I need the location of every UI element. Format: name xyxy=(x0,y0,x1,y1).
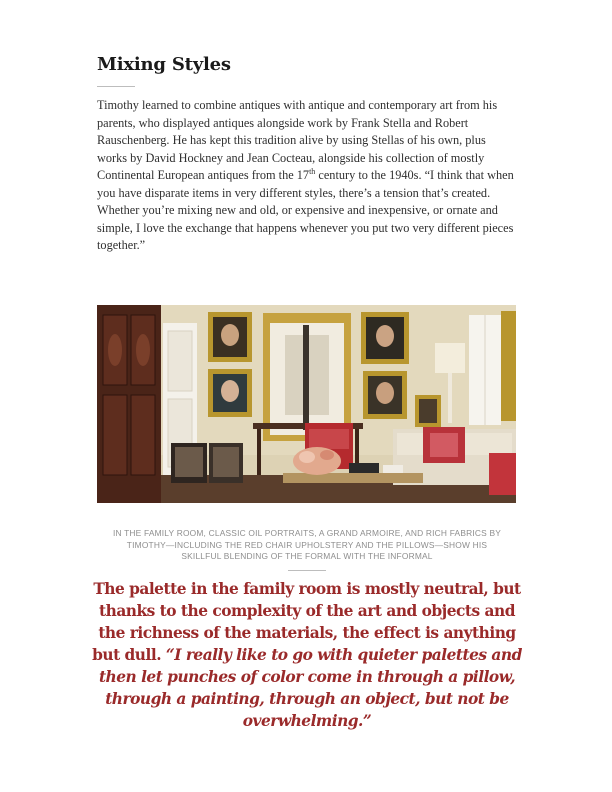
body-text-part-1: Timothy learned to combine antiques with antique and contemporary art from his parents, who displayed antiques alongside work by Frank Stella and Robert Rauschenberg. He has kept this tradition alive by using Stellas of his own, plus works by David Hockney and Jean Cocteau, alongside his collection of mostly Continental European antiques from the 17 xyxy=(97,98,498,182)
caption-divider xyxy=(288,570,326,571)
pull-quote-italic: “I really like to go with quieter palettes and then let punches of color come in through a pillow, through a painting, through an object, but not be overwhelming.” xyxy=(98,646,522,730)
page-title: Mixing Styles xyxy=(97,54,231,75)
body-text-part-2: century to the 1940s. “I think that when you have disparate items in very different styles, there’s a tension that’s created. Whether you’re mixing new and old, or expensive and inexpensive, or ornate and simple, I love the exchange that happens whenever you put two very different pieces together.” xyxy=(97,168,514,252)
pull-quote-text: The palette in the family room is mostly neutral, but thanks to the complexity of the art and objects and the richness of the materials, the effect is anything but dull. xyxy=(92,580,521,664)
title-divider xyxy=(97,86,135,87)
article-body xyxy=(97,97,517,255)
family-room-photo xyxy=(97,305,516,503)
ordinal-suffix: th xyxy=(309,166,316,176)
photo-caption: IN THE FAMILY ROOM, CLASSIC OIL PORTRAITS, A GRAND ARMOIRE, AND RICH FABRICS BY TIMOTHY—INCLUDING THE RED CHAIR UPHOLSTERY AND THE PILLOWS—SHOW HIS SKILLFUL BLENDING OF THE FORMAL WITH THE INFORMAL xyxy=(112,528,502,562)
pull-quote xyxy=(92,578,522,732)
